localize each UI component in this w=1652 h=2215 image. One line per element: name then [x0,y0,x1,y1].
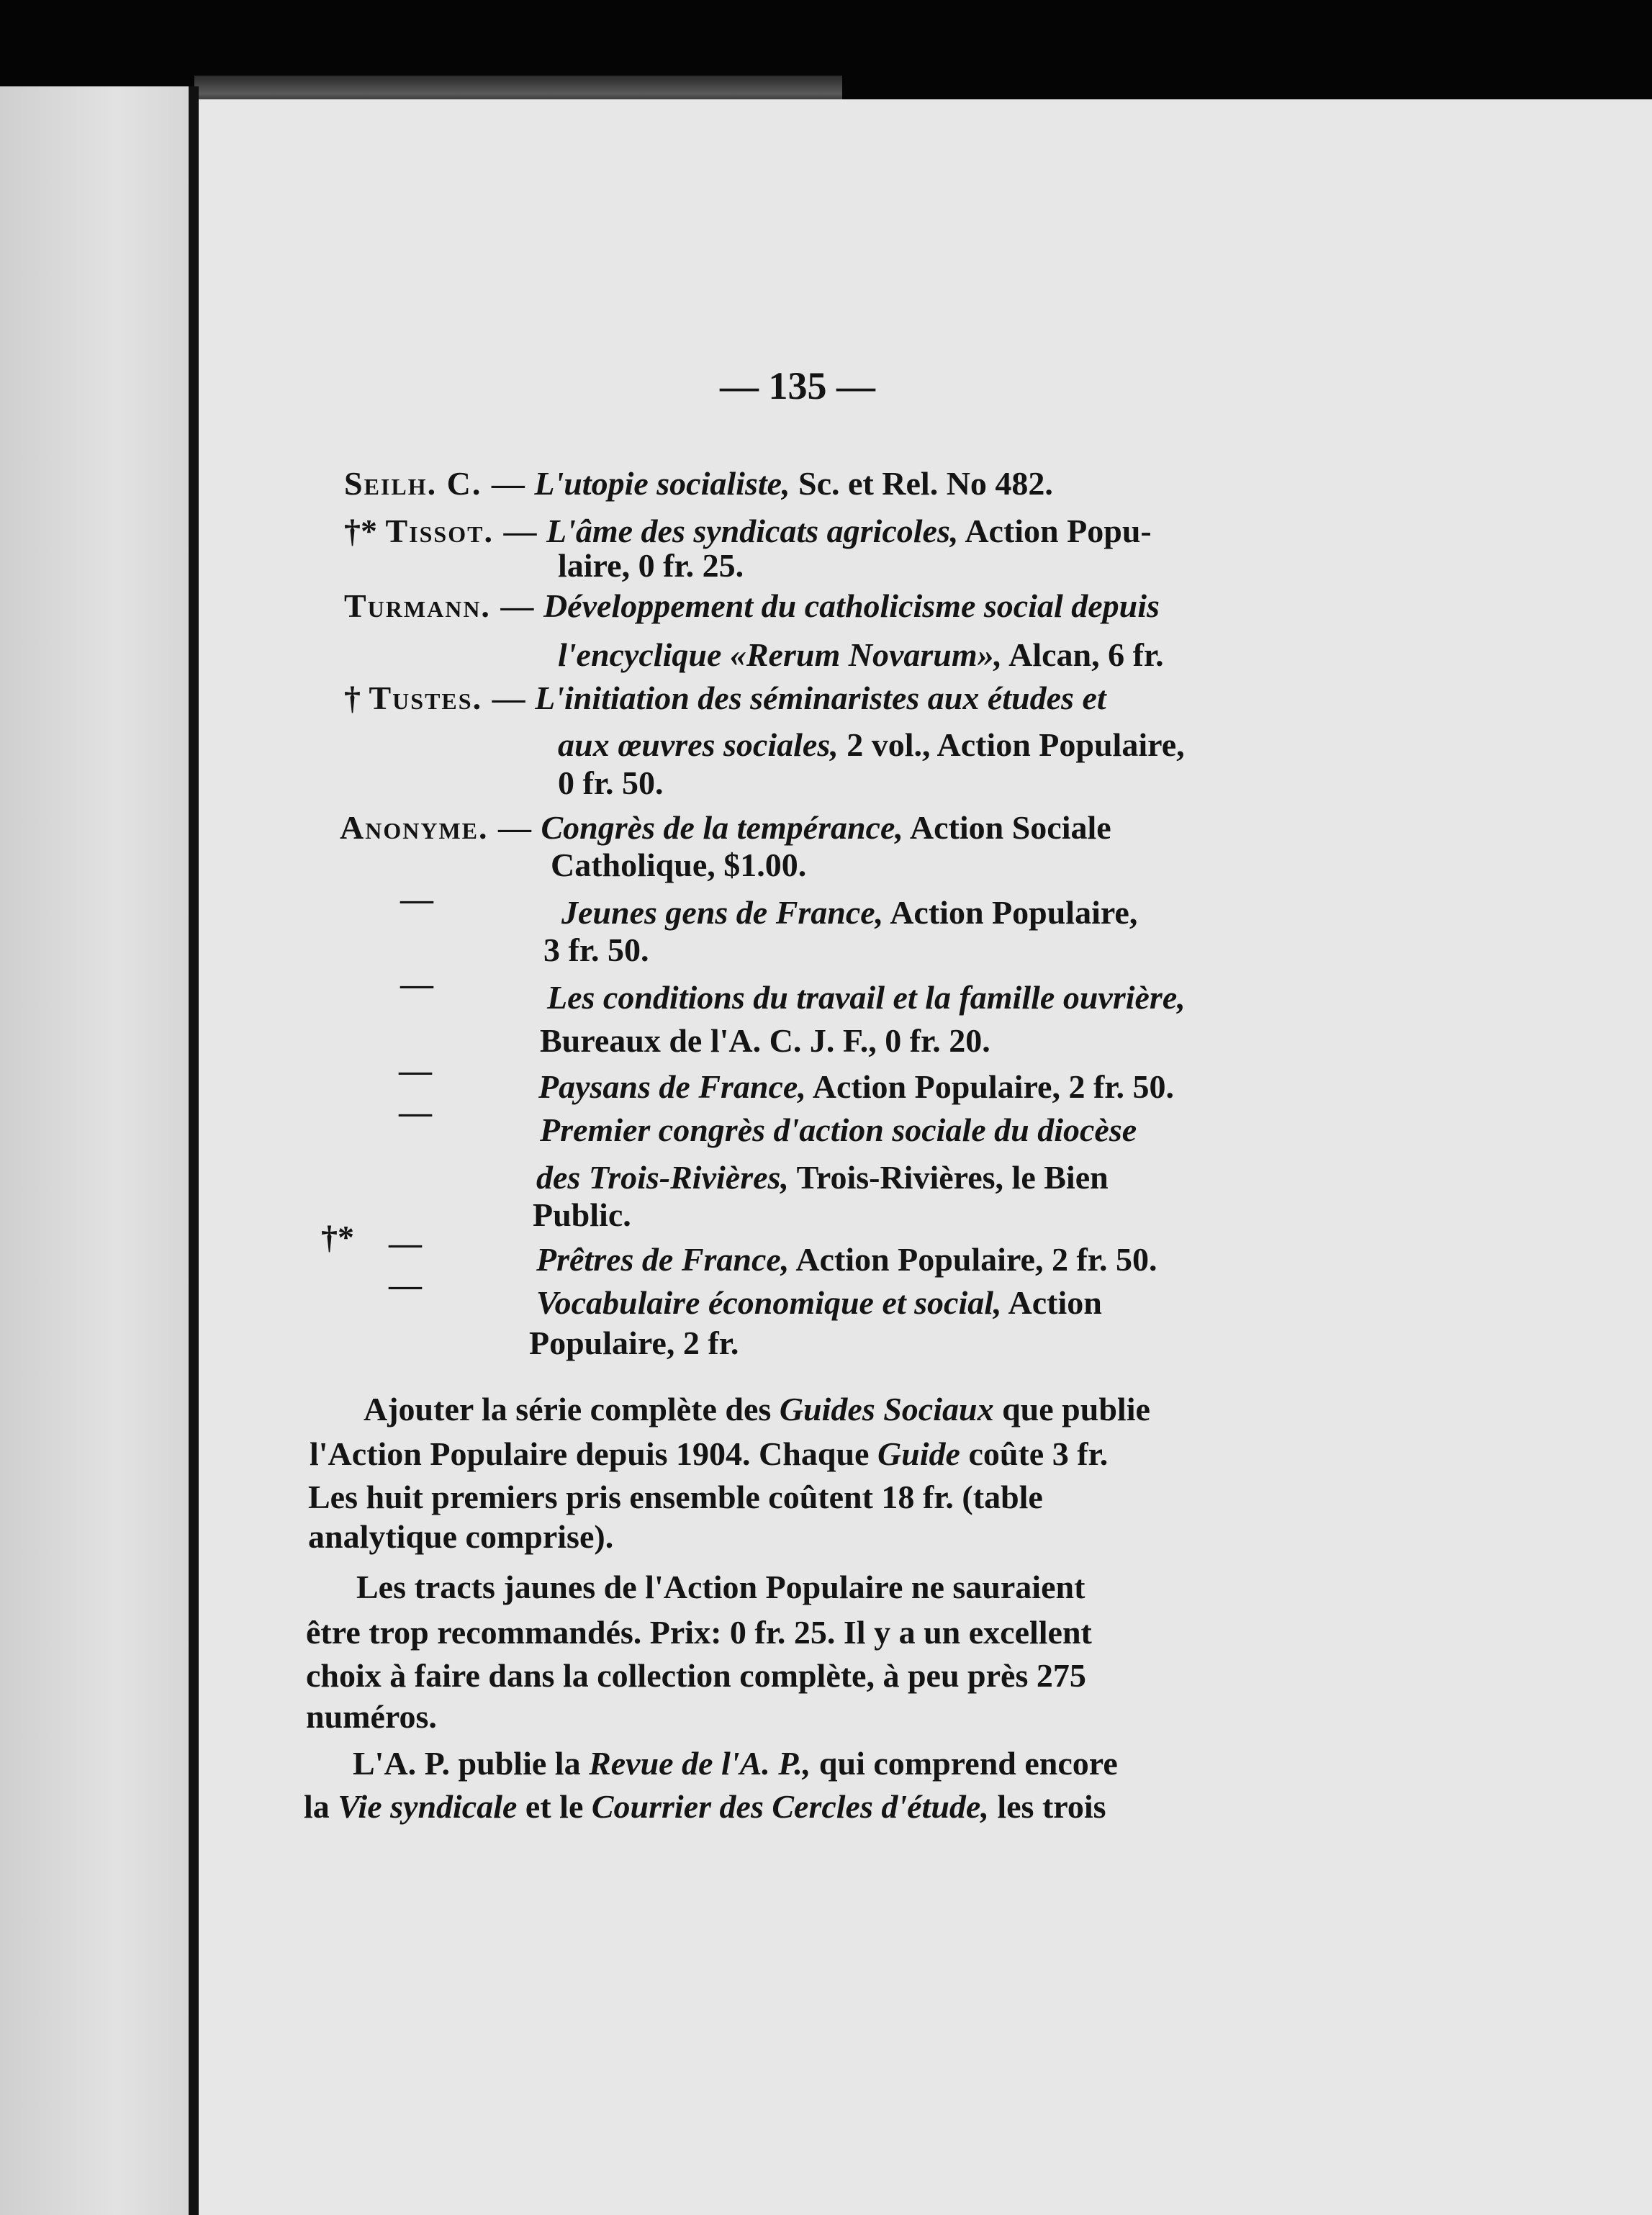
entry-title: L'initiation des séminaristes aux études et [535,680,1106,716]
text-run: la [304,1788,330,1825]
entry-continuation: 3 fr. 50. [543,931,649,968]
text-run: Guides Sociaux [779,1391,994,1427]
bibliography-entry [538,1065,1174,1109]
entry-title: Vocabulaire économique et social, [536,1284,1002,1321]
bibliography-entry [547,976,1186,1019]
bibliography-entry [344,585,1160,628]
text-run: que publie [1002,1391,1150,1427]
entry-publisher: Alcan, 6 fr. [1008,636,1164,673]
ditto-dash: — [399,1093,432,1130]
entry-title: des Trois-Rivières, [536,1159,789,1196]
text-run: Revue de l'A. P., [589,1745,811,1782]
entry-title: Paysans de France, [538,1068,806,1105]
text-run: coûte 3 fr. [968,1435,1109,1472]
bibliography-entry [344,677,1106,720]
ditto-dash: — [389,1266,422,1303]
text-run: qui comprend encore [818,1745,1118,1782]
entry-title: L'âme des syndicats agricoles, [546,513,959,549]
entry-author: Seilh. C. — [344,465,526,502]
entry-title: Jeunes gens de France, [561,894,884,931]
paragraph-line: numéros. [306,1698,437,1735]
bibliography-entry [344,510,1152,553]
entry-marker: †* [321,1219,354,1255]
paragraph-line [304,1785,1106,1828]
paragraph-line: choix à faire dans la collection complète, à peu près 275 [306,1657,1086,1694]
text-run: L'A. P. publie la [353,1745,581,1782]
entry-continuation: Catholique, $1.00. [551,847,807,883]
ditto-dash: — [400,965,433,1002]
left-page-margin [0,86,194,2215]
entry-continuation [536,1156,1109,1199]
entry-continuation [558,723,1185,767]
entry-title: Premier congrès d'action sociale du diocèse [540,1111,1137,1148]
entry-continuation: 0 fr. 50. [558,764,664,801]
entry-author: Tissot. — [385,513,538,549]
entry-publisher: Action Sociale [909,809,1111,846]
entry-continuation [558,633,1164,677]
entry-publisher: Action [1008,1284,1102,1321]
text-run: les trois [997,1788,1106,1825]
entry-author: Tustes. — [369,680,527,716]
entry-publisher: Trois-Rivières, le Bien [796,1159,1109,1196]
ditto-dash: — [389,1224,422,1261]
bibliography-entry [340,806,1111,849]
entry-continuation: Public. [533,1196,631,1233]
entry-publisher: Action Populaire, [890,894,1138,931]
page-number: — 135 — [720,364,875,407]
entry-title: L'utopie socialiste, [534,465,790,502]
text-run: Guide [877,1435,960,1472]
paragraph-line: être trop recommandés. Prix: 0 fr. 25. Il y a un excellent [306,1614,1092,1651]
bibliography-entry [561,891,1137,934]
text-run: Courrier des Cercles d'étude, [591,1788,989,1825]
entry-title: l'encyclique «Rerum Novarum», [558,636,1003,673]
text-run: et le [525,1788,584,1825]
entry-publisher: Action Populaire, 2 fr. 50. [812,1068,1174,1105]
book-spine [189,86,199,2215]
paragraph-line [310,1433,1108,1476]
entry-continuation: Bureaux de l'A. C. J. F., 0 fr. 20. [540,1022,990,1059]
entry-publisher: Action Populaire, 2 fr. 50. [795,1241,1157,1278]
entry-title: Les conditions du travail et la famille ouvrière, [547,979,1186,1016]
entry-title: Prêtres de France, [536,1241,790,1278]
entry-continuation: laire, 0 fr. 25. [558,547,744,584]
ditto-dash: — [399,1052,432,1088]
entry-title: aux œuvres sociales, [558,726,839,763]
bibliography-entry [540,1109,1137,1152]
entry-marker: †* [344,513,377,549]
entry-continuation: Populaire, 2 fr. [529,1325,739,1361]
bibliography-entry [536,1238,1157,1281]
text-run: Ajouter la série complète des [364,1391,772,1427]
entry-title: Développement du catholicisme social depuis [543,587,1160,624]
text-run: l'Action Populaire depuis 1904. Chaque [310,1435,870,1472]
entry-author: Turmann. — [344,587,536,624]
bibliography-entry [536,1281,1102,1325]
entry-author: Anonyme. — [340,809,533,846]
paragraph-line [353,1742,1118,1785]
entry-publisher: Action Popu- [965,513,1152,549]
entry-marker: † [344,680,361,716]
paragraph-line: Les tracts jaunes de l'Action Populaire ne sauraient [356,1569,1085,1605]
paragraph-line: analytique comprise). [308,1518,614,1555]
ditto-dash: — [400,880,433,917]
paragraph-line: Les huit premiers pris ensemble coûtent 18 fr. (table [308,1479,1043,1515]
text-run: Vie syndicale [338,1788,518,1825]
entry-publisher: 2 vol., Action Populaire, [847,726,1185,763]
entry-publisher: Sc. et Rel. No 482. [798,465,1053,502]
paragraph-line [364,1388,1150,1431]
entry-title: Congrès de la tempérance, [541,809,903,846]
bibliography-entry [344,462,1053,505]
